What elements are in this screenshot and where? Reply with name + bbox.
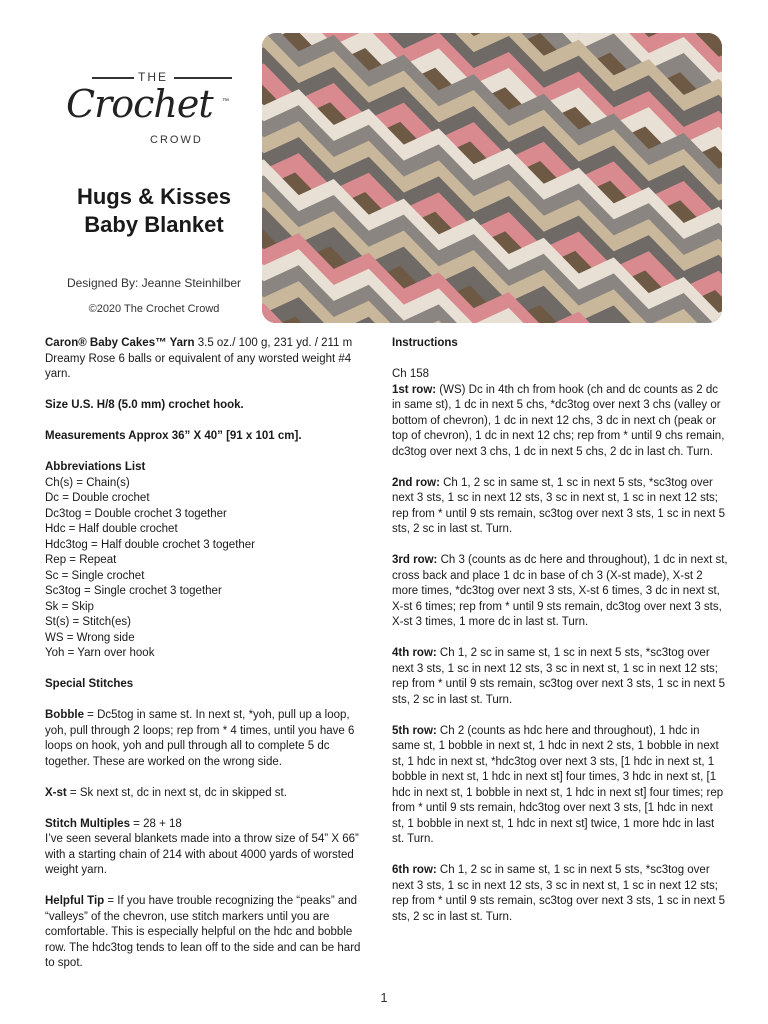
row-5-label: 5th row:	[392, 724, 437, 737]
xst-label: X-st	[45, 786, 67, 799]
yarn-detail: Dreamy Rose 6 balls or equivalent of any worsted weight #4 yarn.	[45, 352, 352, 380]
abbrev-item: Hdc3tog = Half double crochet 3 together	[45, 538, 256, 551]
copyright-notice: ©2020 The Crochet Crowd	[88, 303, 220, 315]
row-2-label: 2nd row:	[392, 476, 440, 489]
row-1-label: 1st row:	[392, 383, 437, 396]
abbrev-item: Ch(s) = Chain(s)	[45, 476, 130, 489]
pattern-title-line2: Baby Blanket	[84, 212, 224, 237]
abbrev-item: Dc = Double crochet	[45, 492, 150, 504]
multiples-text: = 28 + 18	[129, 817, 182, 830]
abbrev-item: Sc3tog = Single crochet 3 together	[45, 585, 222, 597]
helpful-tip	[45, 894, 370, 972]
bobble-text: = Dc5tog in same st. In next st, *yoh, pull up a loop, yoh, pull through 2 loops; rep from * 4 times, until you have 6 loops on hook, yoh and pull through all to complete 5 dc together. These are worked on the wrong side.	[45, 709, 355, 768]
hook-size: Size U.S. H/8 (5.0 mm) crochet hook.	[45, 399, 244, 411]
row-4	[392, 646, 728, 708]
row-6	[392, 863, 728, 925]
designer-credit: Designed By: Jeanne Steinhilber	[66, 276, 242, 290]
bobble-label: Bobble	[45, 709, 84, 721]
xst-definition	[45, 786, 370, 802]
row-4-text: Ch 1, 2 sc in same st, 1 sc in next 5 sts, *sc3tog over next 3 sts, 1 sc in next 12 sts, 3 sc in next st, 1 sc in next 12 sts; rep from * until 9 sts remain, sc3tog over next 3 sts, 1 sc in next 5 sts, 2 sc in last st. Turn.	[392, 647, 726, 706]
page-number: 1	[380, 990, 388, 1005]
logo-script: Crochet	[66, 82, 213, 126]
measurements: Measurements Approx 36” X 40” [91 x 101 cm].	[45, 430, 302, 442]
logo-trademark: ™	[222, 98, 229, 105]
abbrev-item: Dc3tog = Double crochet 3 together	[45, 507, 227, 520]
abbrev-item: Hdc = Half double crochet	[45, 523, 178, 535]
row-5	[392, 724, 728, 848]
abbrev-item: Rep = Repeat	[45, 554, 117, 566]
logo-crowd: CROWD	[150, 134, 203, 146]
row-1-text: (WS) Dc in 4th ch from hook (ch and dc counts as 2 dc in same st), 1 dc in next 5 chs, *dc3tog over next 3 chs (valley or bottom of chevron), 1 dc in next 12 chs, 3 dc in next ch (peak or top of chevron), 1 dc in next 12 chs; rep from * until 9 chs remain, dc3tog over next 3 chs, 1 dc in next 5 chs, 2 dc in last ch. Turn.	[392, 383, 725, 458]
materials-column	[45, 336, 370, 987]
logo-rule-right	[174, 77, 232, 79]
row-2-text: Ch 1, 2 sc in same st, 1 sc in next 5 sts, *sc3tog over next 3 sts, 1 sc in next 12 sts, 3 sc in next st, 1 sc in next 12 sts; rep from * until 9 sts remain, sc3tog over next 3 sts, 1 sc in next 5 sts, 2 sc in last st. Turn.	[392, 476, 726, 535]
logo-the: THE	[138, 70, 168, 84]
yarn-weight: 3.5 oz./ 100 g, 231 yd. / 211 m	[194, 337, 353, 349]
yarn-info	[45, 336, 370, 383]
starting-chain: Ch 158	[392, 368, 430, 380]
row-2	[392, 476, 728, 538]
logo-rule-left	[92, 77, 134, 79]
blanket-photo	[262, 33, 722, 323]
multiples-label: Stitch Multiples	[45, 817, 130, 830]
abbrev-item: St(s) = Stitch(es)	[45, 616, 131, 628]
abbrev-item: Sk = Skip	[45, 600, 94, 613]
abbrev-item: WS = Wrong side	[45, 631, 135, 644]
special-stitches-heading: Special Stitches	[45, 678, 134, 690]
abbreviations-heading: Abbreviations List	[45, 461, 146, 473]
xst-text: = Sk next st, dc in next st, dc in skipped st.	[66, 786, 287, 799]
bobble-definition	[45, 708, 370, 770]
stitch-multiples	[45, 817, 370, 879]
abbrev-item: Yoh = Yarn over hook	[45, 647, 155, 659]
yarn-label: Caron® Baby Cakes™ Yarn	[45, 337, 195, 349]
row-3-label: 3rd row:	[392, 554, 438, 566]
tip-text: = If you have trouble recognizing the “peaks” and “valleys” of the chevron, use stitch markers until you are comfortable. This is especially helpful on the hdc and bobble row. The hdc3tog tends to lean off to the side and can be hard to spot.	[45, 895, 361, 969]
crochet-crowd-logo	[62, 58, 242, 150]
chevron-blanket-image	[262, 33, 722, 323]
multiples-body: I’ve seen several blankets made into a throw size of 54” X 66” with a starting chain of 214 with about 4000 yards of worsted weight yarn.	[45, 833, 359, 876]
row-3-text: Ch 3 (counts as dc here and throughout), 1 dc in next st, cross back and place 1 dc in base of ch 3 (X-st made), X-st 2 more times, *dc3tog over next 3 sts, X-st 6 times, 3 dc in next st, X-st 6 times; rep from * until 9 sts remain, dc3tog over next 3 sts, X-st 3 times, 1 more dc in last st. Turn.	[392, 554, 728, 628]
row-3	[392, 553, 728, 631]
row-6-label: 6th row:	[392, 864, 437, 876]
abbrev-item: Sc = Single crochet	[45, 569, 145, 582]
instructions-heading: Instructions	[392, 337, 458, 349]
instructions-column	[392, 336, 728, 941]
row-1	[392, 383, 728, 461]
row-6-text: Ch 1, 2 sc in same st, 1 sc in next 5 sts, *sc3tog over next 3 sts, 1 sc in next 12 sts, 3 sc in next st, 1 sc in next 12 sts; rep from * until 9 sts remain, sc3tog over next 3 sts, 1 sc in next 5 sts, 2 sc in last st. Turn.	[392, 864, 726, 923]
pattern-title-line1: Hugs & Kisses	[76, 184, 232, 209]
row-5-text: Ch 2 (counts as hdc here and throughout), 1 hdc in same st, 1 bobble in next st, 1 hdc in next 2 sts, 1 bobble in next st, 1 hdc in next st, *hdc3tog over next 3 sts, [1 hdc in next st, 1 bobble in next st, 1 hdc in next st] four times, 3 hdc in next st, [1 hdc in next st, 1 bobble in next st, 1 hdc in next st] four times; rep from * until 9 sts remain, hdc3tog over next 3 sts, [1 hdc in next st, 1 bobble in next st, 1 hdc in next st] twice, 1 more hdc in last st. Turn.	[392, 724, 724, 845]
row-4-label: 4th row:	[392, 647, 437, 659]
tip-label: Helpful Tip	[45, 895, 105, 907]
abbreviations-list	[45, 476, 370, 662]
